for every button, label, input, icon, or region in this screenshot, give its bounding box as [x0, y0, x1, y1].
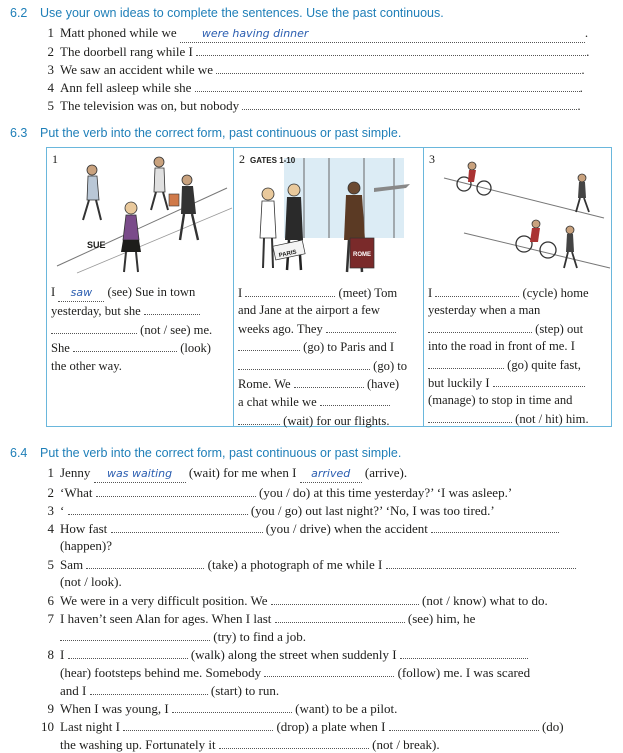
answer-field[interactable]	[60, 628, 210, 641]
answer-field[interactable]	[195, 79, 580, 92]
exercise-item-8-cont2: and I (start) to run.	[60, 683, 280, 698]
section-number: 6.2	[10, 6, 28, 20]
exercise-item-4: 4 How fast (you / drive) when the accident	[40, 520, 559, 537]
exercise-item-9: 9 When I was young, I (want) to be a pilot.	[47, 701, 398, 716]
answer-field[interactable]	[123, 718, 273, 731]
section-number: 6.4	[10, 446, 28, 460]
exercise-item-3: 3 ‘ (you / go) out last night?’ ‘No, I was too tired.’	[47, 503, 495, 518]
exercise-item-5-cont: (not / look).	[60, 574, 122, 589]
illustration-airport-scene	[234, 148, 424, 278]
answer-field[interactable]	[275, 610, 405, 623]
section-instruction: Use your own ideas to complete the sentences. Use the past continuous.	[40, 6, 444, 20]
picture-panel-3	[423, 148, 612, 426]
answer-field[interactable]	[73, 339, 177, 352]
exercise-item-1: 1 Matt phoned while we were having dinner .	[40, 25, 588, 43]
exercise-item-8: 8 I (walk) along the street when suddenly I	[40, 646, 528, 663]
exercise-item-8-cont: (hear) footsteps behind me. Somebody (follow) me. I was scared	[60, 665, 531, 680]
section-number: 6.3	[10, 126, 28, 140]
answer-field[interactable]	[493, 374, 585, 387]
section-heading-6-4	[10, 446, 401, 460]
gates-sign: GATES 1-10	[250, 156, 296, 165]
picture-panel-2	[233, 148, 424, 426]
panel-number: 3	[429, 152, 435, 166]
exercise-item-1: 1 Jenny was waiting (wait) for me when I arrived (arrive).	[40, 465, 407, 483]
panel-1-text: I saw (see) Sue in town yesterday, but she (not / see) me. She (look) the other way.	[51, 285, 213, 373]
answer-field[interactable]	[238, 357, 370, 370]
answer-field[interactable]	[216, 61, 581, 74]
answer-field[interactable]	[68, 646, 188, 659]
answer-field[interactable]	[389, 718, 539, 731]
answer-field[interactable]: was waiting	[94, 466, 186, 483]
answer-field[interactable]	[294, 375, 364, 388]
answer-field[interactable]: were having dinner	[180, 26, 585, 43]
answer-field[interactable]	[320, 393, 390, 406]
panel-3-text: I (cycle) home yesterday when a man (step) out into the road in front of me. I (go) quite fast, but luckily I (manage) to stop in time and (not / hit) him.	[428, 286, 589, 426]
answer-field[interactable]	[326, 320, 396, 333]
answer-field[interactable]	[86, 556, 204, 569]
answer-field[interactable]	[431, 520, 559, 533]
section-instruction: Put the verb into the correct form, past continuous or past simple.	[40, 126, 402, 140]
exercise-item-5: 5 The television was on, but nobody .	[47, 98, 581, 113]
answer-field[interactable]	[242, 97, 577, 110]
answer-field[interactable]: saw	[58, 284, 104, 302]
panel-number: 2	[239, 152, 245, 166]
answer-field[interactable]	[96, 484, 256, 497]
picture-panel-1	[47, 148, 233, 426]
answer-field[interactable]	[219, 736, 369, 749]
exercise-item-4-cont: (happen)?	[60, 538, 112, 553]
illustration-cycling-scene	[424, 148, 612, 278]
answer-field[interactable]	[435, 284, 519, 297]
answer-field[interactable]	[428, 410, 512, 423]
panel-number: 1	[52, 152, 58, 166]
caption-sue: SUE	[87, 240, 106, 250]
luggage-tag-paris: PARIS	[278, 249, 298, 260]
answer-field[interactable]: arrived	[300, 466, 362, 483]
section-heading-6-3	[10, 126, 401, 140]
answer-field[interactable]	[90, 682, 208, 695]
answer-field[interactable]	[386, 556, 576, 569]
exercise-item-10: 10 Last night I (drop) a plate when I (do)	[41, 719, 564, 734]
exercise-item-10-cont: the washing up. Fortunately it (not / break).	[60, 737, 440, 752]
answer-field[interactable]	[428, 356, 504, 369]
answer-field[interactable]	[400, 646, 528, 659]
answer-field[interactable]	[172, 700, 292, 713]
answer-field[interactable]	[271, 592, 419, 605]
luggage-tag-rome: ROME	[353, 252, 371, 258]
answer-field[interactable]	[68, 502, 248, 515]
answer-field[interactable]	[238, 412, 280, 425]
exercise-item-7: 7 I haven’t seen Alan for ages. When I last (see) him, he	[47, 611, 476, 626]
section-heading	[10, 6, 444, 20]
illustration-street-scene	[47, 148, 233, 278]
exercise-item-3: 3 We saw an accident while we .	[47, 62, 585, 77]
answer-field[interactable]	[196, 43, 586, 56]
answer-field[interactable]	[245, 284, 335, 297]
answer-field[interactable]	[238, 338, 300, 351]
section-instruction: Put the verb into the correct form, past continuous or past simple.	[40, 446, 402, 460]
exercise-item-6: 6 We were in a very difficult position. We (not / know) what to do.	[47, 593, 548, 608]
exercise-item-4: 4 Ann fell asleep while she .	[47, 80, 583, 95]
exercise-item-5: 5 Sam (take) a photograph of me while I	[40, 556, 576, 573]
exercise-item-7-cont: (try) to find a job.	[60, 628, 306, 645]
exercise-item-2: 2 The doorbell rang while I .	[47, 44, 590, 59]
answer-field[interactable]	[144, 302, 200, 315]
answer-field[interactable]	[111, 520, 263, 533]
panel-2-text: I (meet) Tom and Jane at the airport a few weeks ago. They (go) to Paris and I (go) to Rome. We (have) a chat while we (wait) for our flights.	[238, 286, 408, 428]
answer-field[interactable]	[51, 321, 137, 334]
answer-field[interactable]	[264, 664, 394, 677]
picture-exercise-panel	[46, 147, 612, 427]
answer-field[interactable]	[428, 320, 532, 333]
exercise-item-2: 2 ‘What (you / do) at this time yesterday?’ ‘I was asleep.’	[47, 485, 513, 500]
